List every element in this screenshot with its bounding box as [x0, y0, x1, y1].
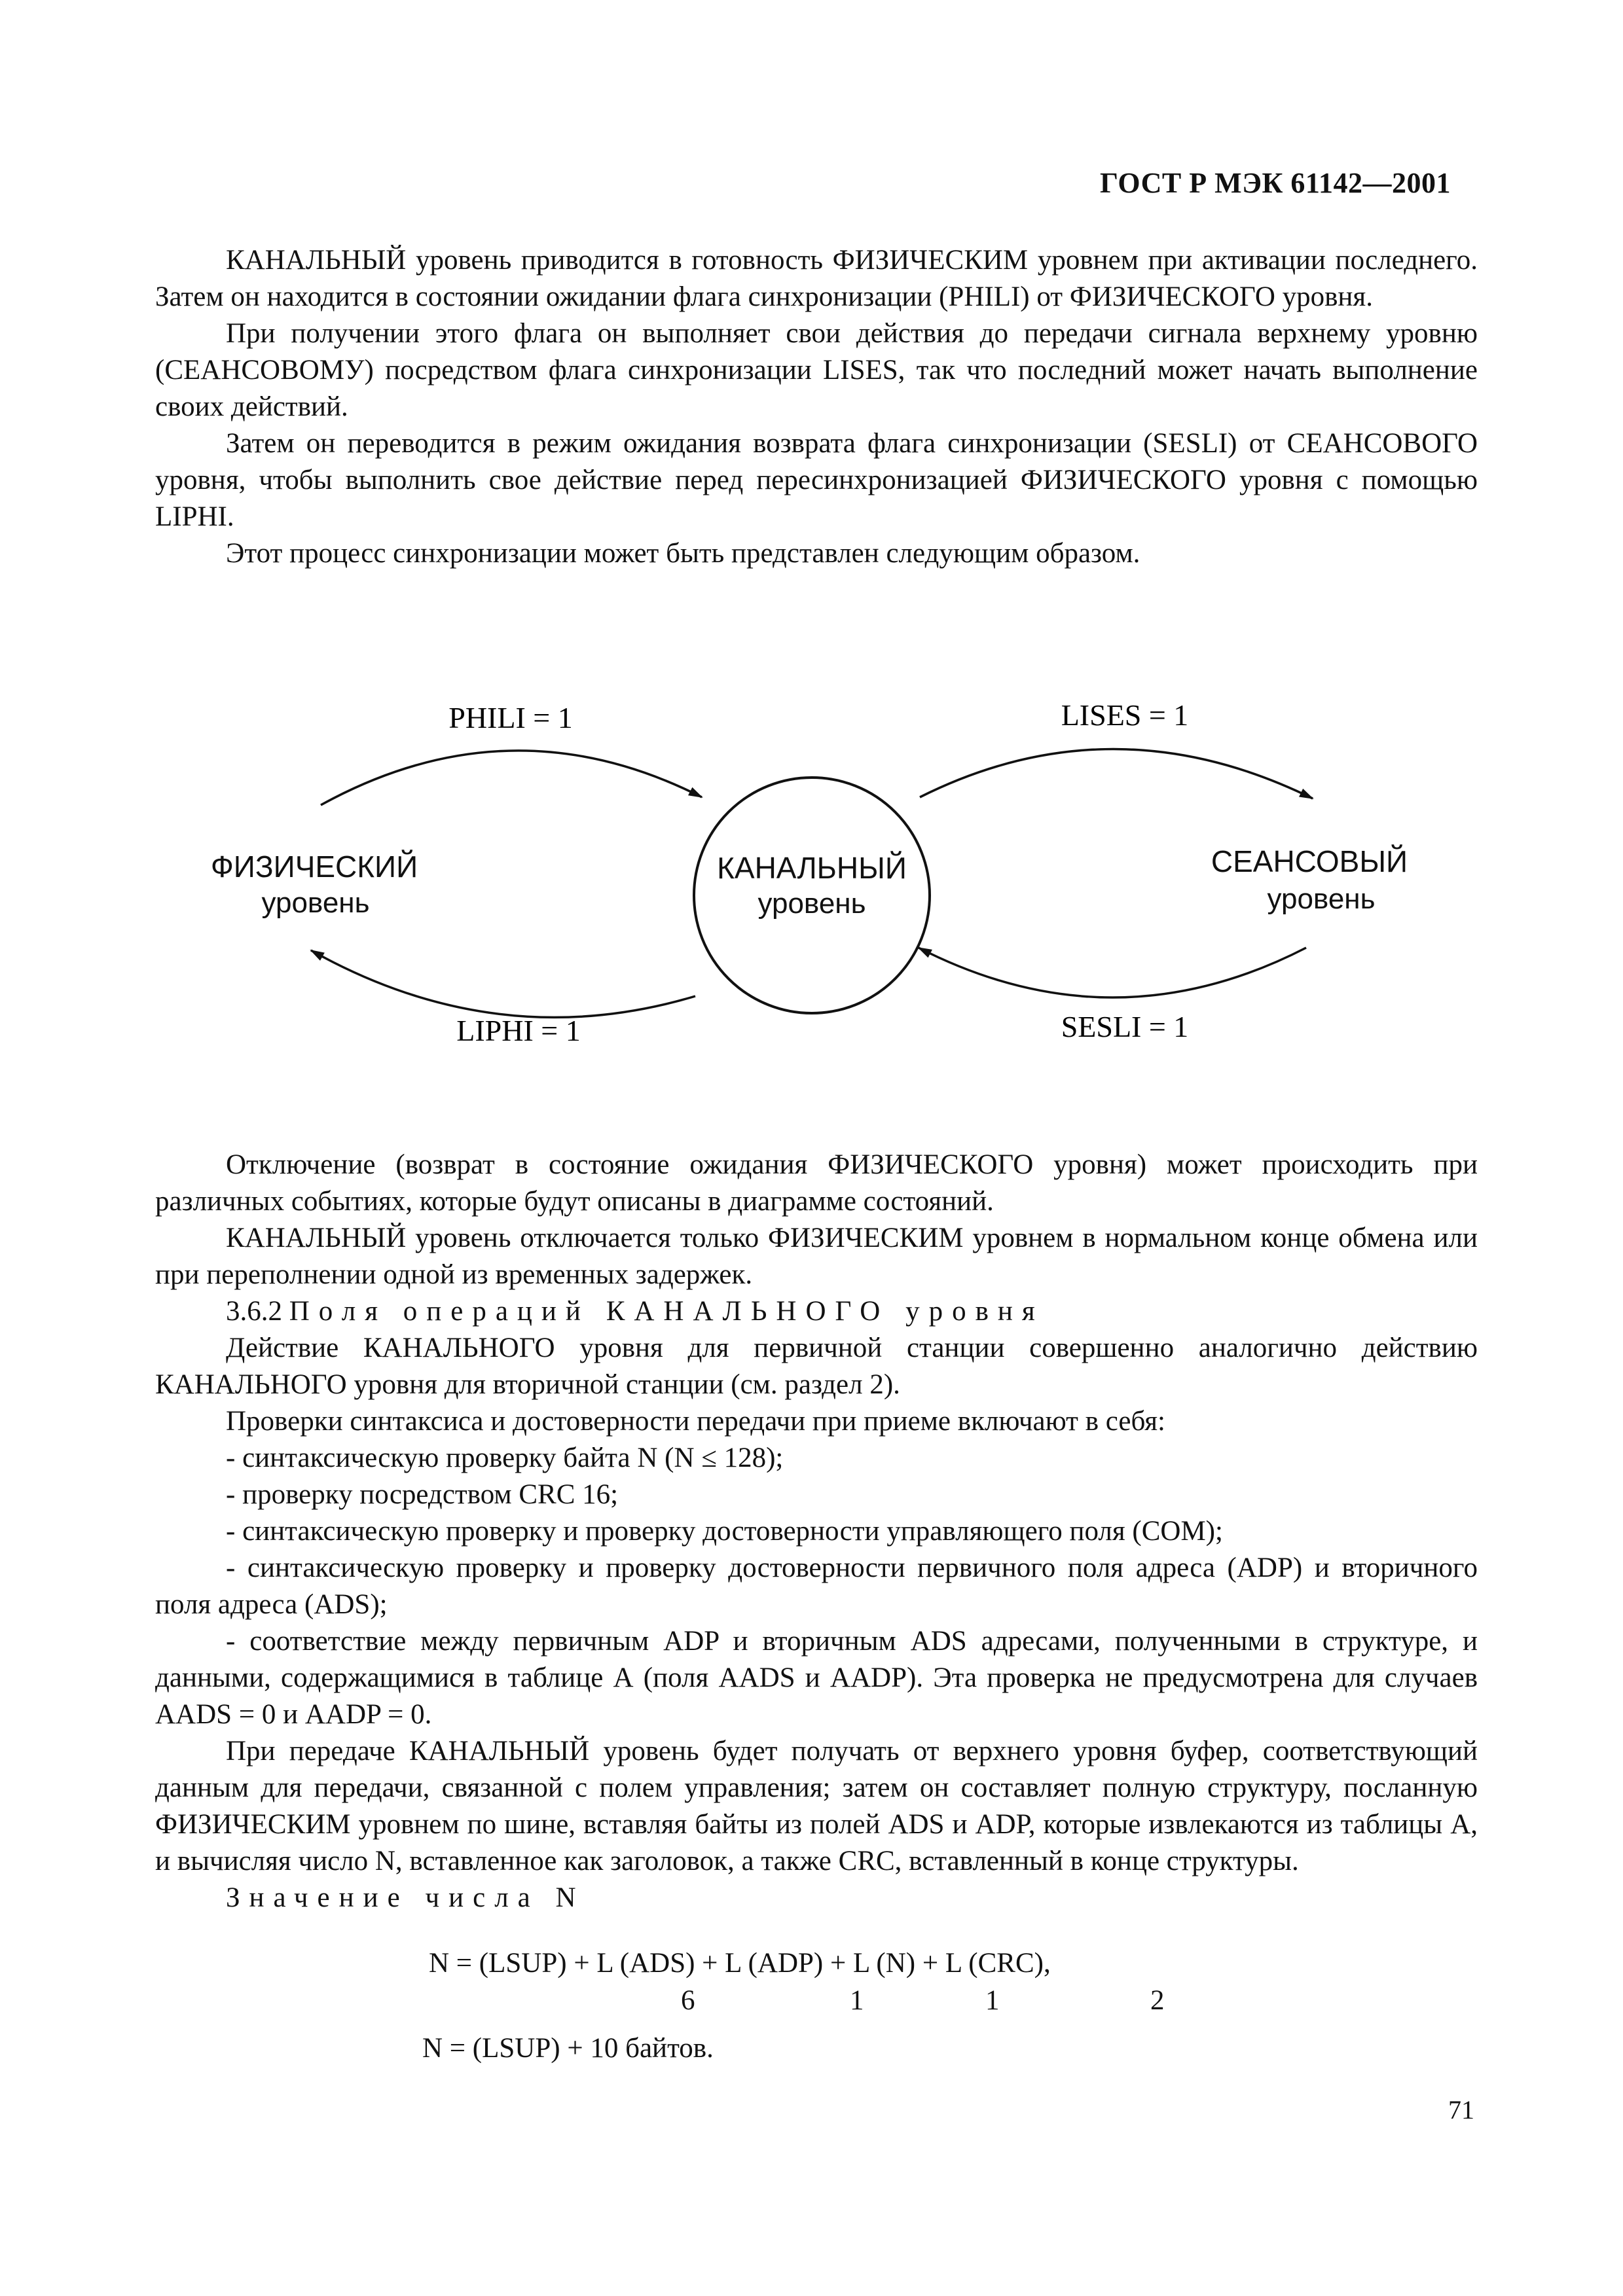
section-title: Поля операций КАНАЛЬНОГО уровня	[289, 1296, 1044, 1327]
arrow-phili	[321, 751, 702, 805]
check-item: - синтаксическую проверку и проверку достоверности управляющего поля (COM);	[226, 1516, 1223, 1547]
formula-sub-crc: 2	[1150, 1985, 1165, 2016]
standard-header: ГОСТ Р МЭК 61142—2001	[1100, 167, 1451, 199]
check-item: - синтаксическую проверку и проверку достоверности первичного поля адреса (ADP) и вторичного поля адреса (ADS);	[155, 1552, 1478, 1620]
formula-sub-adp: 1	[850, 1985, 864, 2016]
flag-sesli: SESLI = 1	[1061, 1010, 1189, 1043]
paragraph: КАНАЛЬНЫЙ уровень приводится в готовность ФИЗИЧЕСКИМ уровнем при активации последнего. Затем он находится в состоянии ожидании флага синхронизации (PHILI) от ФИЗИЧЕСКОГО уровня.	[155, 245, 1478, 312]
right-label-line2: уровень	[1267, 883, 1376, 915]
formula-line1: N = (LSUP) + L (ADS) + L (ADP) + L (N) + L (CRC),	[429, 1948, 1051, 1979]
paragraph: При передаче КАНАЛЬНЫЙ уровень будет получать от верхнего уровня буфер, соответствующий данным для передачи, связанной с полем управления; затем он составляет полную структуру, посланную ФИЗИЧЕСКИМ уровнем по шине, вставляя байты из полей ADS и ADP, которые извлекаются из таблицы А, и вычисляя число N, вставленное как заголовок, а также CRC, вставленный в конце структуры.	[155, 1736, 1478, 1876]
flag-lises: LISES = 1	[1061, 698, 1189, 732]
page-number: 71	[1448, 2095, 1474, 2125]
sync-diagram	[0, 655, 1623, 1113]
left-label-line2: уровень	[261, 887, 370, 919]
paragraph: Отключение (возврат в состояние ожидания ФИЗИЧЕСКОГО уровня) может происходить при различных событиях, которые будут описаны в диаграмме состояний.	[155, 1149, 1478, 1217]
flag-phili: PHILI = 1	[448, 701, 573, 734]
section-number: 3.6.2	[226, 1296, 282, 1327]
paragraph: КАНАЛЬНЫЙ уровень отключается только ФИЗИЧЕСКИМ уровнем в нормальном конце обмена или при переполнении одной из временных задержек.	[155, 1223, 1478, 1290]
paragraph: Этот процесс синхронизации может быть представлен следующим образом.	[226, 538, 1140, 569]
paragraph: Затем он переводится в режим ожидания возврата флага синхронизации (SESLI) от СЕАНСОВОГО уровня, чтобы выполнить свое действие перед пересинхронизацией ФИЗИЧЕСКОГО уровня с помощью LIPHI.	[155, 428, 1478, 532]
check-item: - соответствие между первичным ADP и вторичным ADS адресами, полученными в структуре, и данными, содержащимися в таблице А (поля AADS и AADP). Эта проверка не предусмотрена для случаев AADS = 0 и AADP = 0.	[155, 1626, 1478, 1730]
check-item: - синтаксическую проверку байта N (N ≤ 128);	[226, 1443, 784, 1473]
left-label-line1: ФИЗИЧЕСКИЙ	[210, 850, 418, 884]
arrow-liphi	[311, 950, 695, 1017]
center-label-line2: уровень	[757, 888, 866, 920]
check-item: - проверку посредством CRC 16;	[226, 1479, 619, 1510]
formula-title: Значение числа N	[226, 1882, 585, 1913]
right-label-line1: СЕАНСОВЫЙ	[1211, 844, 1408, 878]
formula-sub-ads: 6	[681, 1985, 695, 2016]
formula-sub-n: 1	[985, 1985, 1000, 2016]
arrow-lises	[920, 749, 1313, 798]
center-label-line1: КАНАЛЬНЫЙ	[717, 851, 907, 885]
body-text	[155, 1147, 1478, 1916]
paragraph: Проверки синтаксиса и достоверности передачи при приеме включают в себя:	[226, 1406, 1165, 1437]
formula-line2: N = (LSUP) + 10 байтов.	[422, 2033, 714, 2064]
arrow-sesli	[919, 948, 1306, 997]
paragraph: При получении этого флага он выполняет свои действия до передачи сигнала верхнему уровню (СЕАНСОВОМУ) посредством флага синхронизации LISES, так что последний может начать выполнение своих действий.	[155, 318, 1478, 422]
flag-liphi: LIPHI = 1	[456, 1014, 581, 1047]
paragraph: Действие КАНАЛЬНОГО уровня для первичной станции совершенно аналогично действию КАНАЛЬНОГО уровня для вторичной станции (см. раздел 2).	[155, 1333, 1478, 1400]
intro-text	[155, 242, 1478, 572]
section-heading	[155, 1293, 1478, 1330]
